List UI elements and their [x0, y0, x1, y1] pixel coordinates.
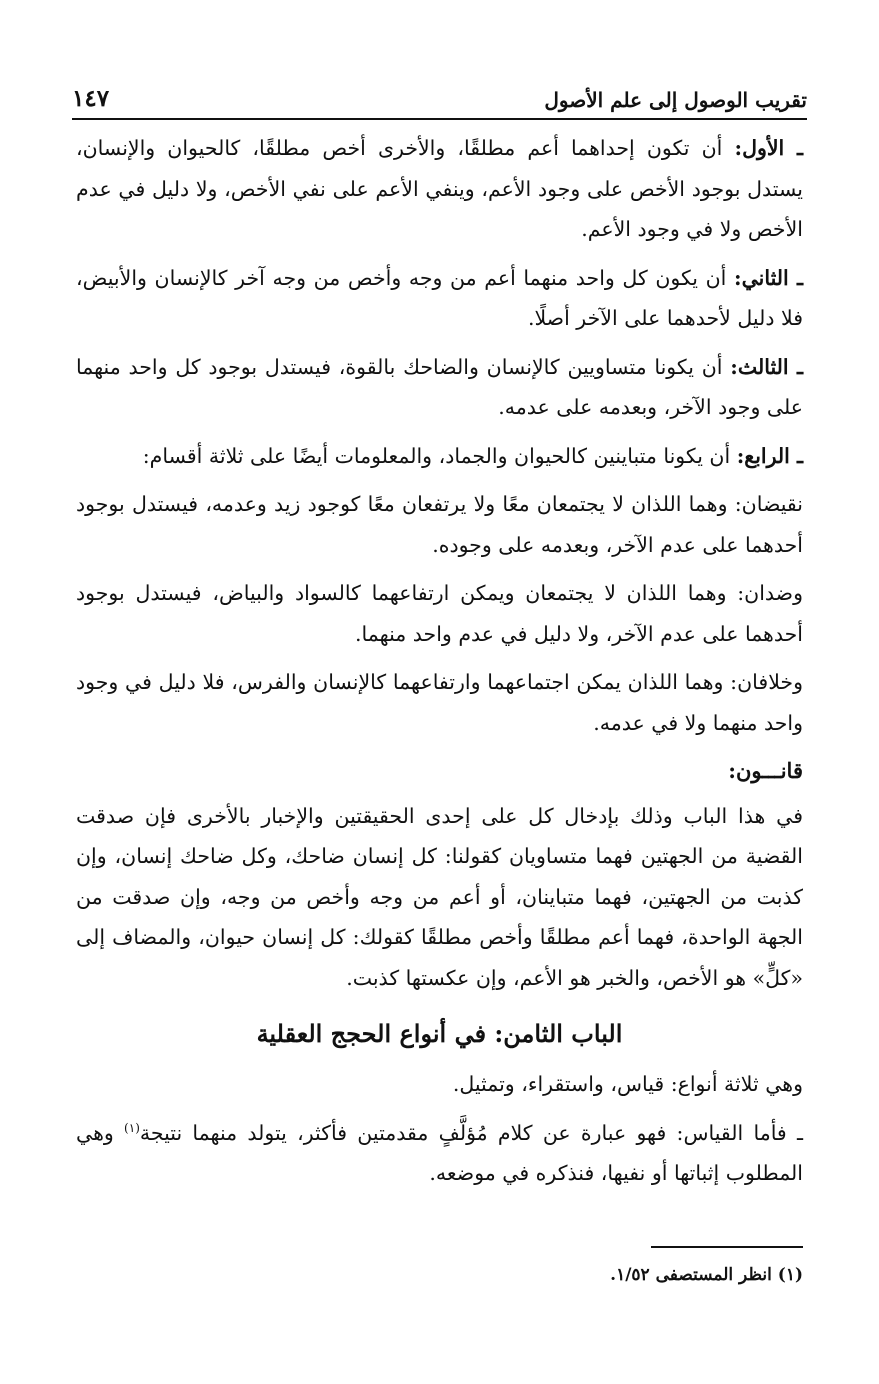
paragraph-text: أن يكونا متباينين كالحيوان والجماد، والمعلومات أيضًا على ثلاثة أقسام: [142, 443, 737, 468]
paragraph-contraries: وضدان: وهما اللذان لا يجتمعان ويمكن ارتفاعهما كالسواد والبياض، فيستدل بوجود أحدهما على عدم الآخر، ولا دليل في عدم واحد منهما. [76, 581, 803, 646]
paragraph-first-relation [76, 128, 803, 250]
paragraph-text: أن يكون كل واحد منهما أعم من وجه وأخص من وجه آخر كالإنسان والأبيض، فلا دليل لأحدهما على الآخر أصلًا. [76, 265, 803, 330]
paragraph-lead: ـ الرابع: [736, 443, 803, 468]
footnote: (١) انظر المستصفى ١/٥٢. [610, 1265, 803, 1285]
paragraph-lead: ـ الثاني: [734, 265, 803, 290]
paragraph-text: أن يكونا متساويين كالإنسان والضاحك بالقوة، فيستدل بوجود كل واحد منهما على وجود الآخر، وبعدمه على عدمه. [76, 354, 803, 419]
paragraph-lead: ـ الثالث: [730, 354, 803, 379]
paragraph-third-relation [76, 347, 803, 428]
paragraph-syllogism [76, 1113, 803, 1194]
paragraph-lead: ـ الأول: [734, 136, 803, 160]
rule-heading-line [76, 751, 803, 792]
page-body [76, 128, 803, 1202]
chapter-title: الباب الثامن: في أنواع الحجج العقلية [256, 1019, 623, 1048]
rule-label: قانـــون: [728, 758, 803, 783]
paragraph-text: ـ فأما القياس: فهو عبارة عن كلام مُؤلَّفٍ مقدمتين فأكثر، يتولد منهما نتيجة [139, 1120, 803, 1145]
page-number: ١٤٧ [72, 85, 110, 112]
paragraph-text-continued: وهي المطلوب إثباتها أو نفيها، فنذكره في موضعه. [76, 1120, 803, 1185]
paragraph-contradictories: نقيضان: وهما اللذان لا يجتمعان معًا ولا يرتفعان معًا كوجود زيد وعدمه، فيستدل بوجود أحدهما على عدم الآخر، وبعدمه على وجوده. [76, 492, 803, 557]
paragraph-rule: في هذا الباب وذلك بإدخال كل على إحدى الحقيقتين والإخبار بالأخرى فإن صدقت القضية من الجهتين فهما متساويان كقولنا: كل إنسان ضاحك، وكل ضاحك إنسان، وإن كذبت من الجهتين، فهما متباينان، أو أعم من وجه وأخص من وجه، وإن صدقت من الجهة الواحدة، فهما أعم مطلقًا وأخص مطلقًا كقولك: كل إنسان حيوان، والمضاف إلى «كلٍّ» هو الأخص، والخبر هو الأعم، وإن عكستها كذبت. [76, 803, 803, 990]
paragraph-differents: وخلافان: وهما اللذان يمكن اجتماعهما وارتفاعهما كالإنسان والفرس، فلا دليل في وجود واحد منهما ولا في عدمه. [76, 670, 803, 735]
paragraph-text: أن تكون إحداهما أعم مطلقًا، والأخرى أخص مطلقًا، كالحيوان والإنسان، يستدل بوجود الأخص على وجود الأعم، وينفي الأعم على نفي الأخص، ولا دليل في عدم الأخص ولا في وجود الأعم. [76, 136, 803, 241]
footnote-separator [651, 1246, 803, 1248]
paragraph-second-relation [76, 258, 803, 339]
page-header [72, 72, 807, 120]
paragraph-fourth-relation [76, 436, 803, 477]
paragraph-types: وهي ثلاثة أنواع: قياس، واستقراء، وتمثيل. [452, 1072, 803, 1096]
footnote-reference[interactable]: (١) [124, 1120, 140, 1135]
running-title: تقريب الوصول إلى علم الأصول [544, 88, 807, 112]
